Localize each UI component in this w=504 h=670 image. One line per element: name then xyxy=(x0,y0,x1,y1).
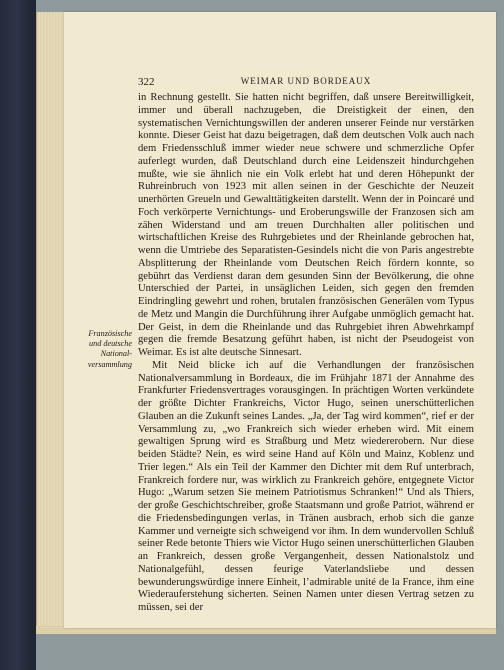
margin-note-line: National- xyxy=(100,349,132,359)
running-title: WEIMAR UND BORDEAUX xyxy=(240,76,372,86)
margin-note-line: und deutsche xyxy=(89,339,132,349)
margin-note-line: Französische xyxy=(88,329,132,338)
page-edges xyxy=(36,12,67,632)
book-binding xyxy=(0,0,36,670)
margin-note-line: versammlung xyxy=(87,359,132,369)
paragraph: in Rechnung gestellt. Sie hatten nicht begriffen, daß unsere Bereitwilligkeit, immer und überall nachzugeben, die Dreistigkeit der einen, den systematischen Vernichtungswillen der anderen unserer Feinde nur verstärken konnte. Dieser Geist hat dazu beigetragen, daß dem deutschen Volk auch nach dem Friedensschluß immer wieder neue schwere und schmerzliche Opfer auferlegt wurden, daß Deutschland durch eine Leidenszeit hindurchgehen mußte, wie sie ähnlich nie ein Volk erlebt hat und deren Höhepunkt der Ruhreinbruch von 1923 mit allen seinen in der Geschichte der Neuzeit unerhörten Greueln und Gewalttätigkeiten darstellt. Wenn der in Poincaré und Foch verkörperte Vernichtungs- und Eroberungswille der Franzosen sich am zähen Widerstand und am treuen Durchhalten aller politischen und wirtschaftlichen Kreise des Ruhrgebietes und der Rheinlande gebrochen hat, wenn die Umtriebe des Separatisten-Gesindels nicht die von Paris angestrebte Absplitterung der Rheinlande vom Deutschen Reich fördern konnte, so gebührt das Verdienst daran dem gesunden Sinn der Bevölkerung, die ohne Unterschied der Partei, in unsäglichen Leiden, sich gegen den fremden Eindringling gewehrt und rohen, brutalen französischen Generälen vom Typus de Metz und Mangin die Durchführung ihrer Aufgabe unmöglich gemacht hat. Der Geist, in dem die Rheinlande und das Ruhrgebiet ihren Abwehrkampf gegen die fremde Besatzung geführt haben, ist nicht der Pseudogeist von Weimar. Es ist alte deutsche Sinnesart. xyxy=(138,92,474,358)
body-text xyxy=(138,92,474,615)
margin-note xyxy=(66,329,132,370)
paragraph: Mit Neid blicke ich auf die Verhandlungen der französischen Nationalversammlung in Bordeaux, die im Frühjahr 1871 der Annahme des Frankfurter Friedensvertrages vorausgingen. In prächtigen Worten verkündete der größte Dichter Frankreichs, Victor Hugo, seinen unerschütterlichen Glauben an die Zukunft seines Landes. „Ja, der Tag wird kommen“, rief er der Versammlung zu, „wo Frankreich sich wieder erheben wird. Mit einem gewaltigen Sprung wird es Straßburg und Metz wiedererobern. Nur diese beiden Städte? Nein, es wird seine Hand auf Köln und Mainz, Koblenz und Trier legen.“ Als ein Teil der Kammer den Dichter mit dem Ruf unterbrach, Frankreich fordere nur, was wirklich zu Frankreich gehöre, entgegnete Victor Hugo: „Warum setzen Sie meinem Patriotismus Schranken!“ Und als Thiers, der große Geschichtschreiber, große Staatsmann und große Patriot, während er die Friedensbedingungen verlas, in Tränen ausbrach, erhob sich die ganze Kammer und verneigte sich schweigend vor ihm. In dem wundervollen Schluß seiner Rede betonte Thiers wie Victor Hugo seinen unerschütterlichen Glauben an Frankreich, dessen große Vergangenheit, dessen Nationalstolz und Nationalgefühl, dessen feurige Vaterlandsliebe und dessen bewunderungswürdige innere Einheit, l’admirable unité de la France, ihm eine Wiederauferstehung sicherten. Seinen Namen unter diesen Vertrag setzen zu müssen, sei der xyxy=(138,359,474,613)
page-number: 322 xyxy=(138,76,155,88)
